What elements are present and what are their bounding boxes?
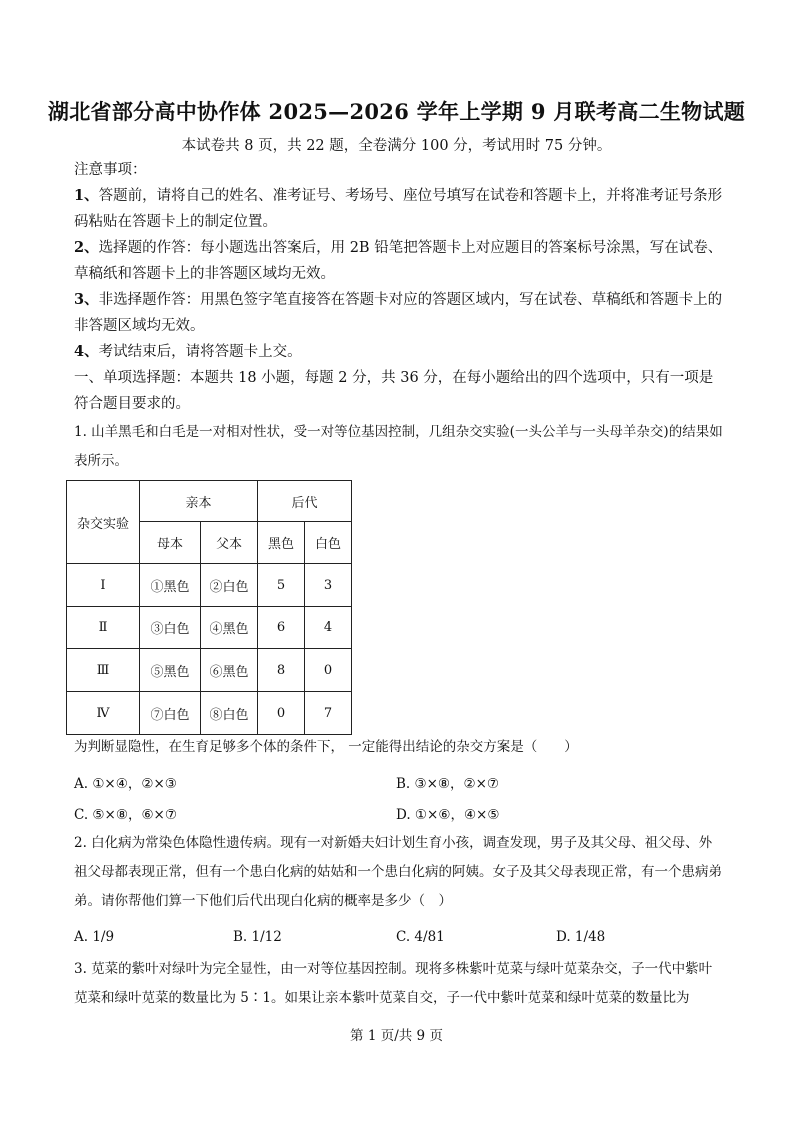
- cell-father: ②白色: [201, 564, 258, 607]
- question-1-prompt: 为判断显隐性，在生育足够多个体的条件下， 一定能得出结论的杂交方案是（ ）: [74, 739, 578, 755]
- notice-item-number: 3、: [74, 291, 99, 308]
- notice-item-3: [74, 287, 724, 339]
- notice-heading: 注意事项：: [74, 162, 147, 178]
- notice-item-text: 非选择题作答：用黑色签字笔直接答在答题卡对应的答题区域内，写在试卷、草稿纸和答题卡上的非答题区域均无效。: [74, 292, 723, 334]
- cell-mother: ⑤黑色: [140, 649, 201, 692]
- cell-white: 0: [305, 649, 352, 692]
- table-row: [67, 692, 352, 735]
- notice-item-number: 1、: [74, 187, 99, 204]
- notice-item-1: [74, 183, 724, 235]
- q1-option-d: D. ①×⑥，④×⑤: [396, 807, 500, 823]
- cell-black: 0: [258, 692, 305, 735]
- q1-option-a: A. ①×④，②×③: [74, 776, 177, 792]
- header-white: 白色: [305, 522, 352, 564]
- table-row: [67, 649, 352, 692]
- page-footer: 第 1 页/共 9 页: [350, 1028, 443, 1044]
- cross-experiment-table: [66, 480, 352, 735]
- table-row: [67, 607, 352, 649]
- q2-option-c: C. 4/81: [396, 929, 445, 945]
- q1-option-c: C. ⑤×⑧，⑥×⑦: [74, 807, 177, 823]
- notice-item-text: 答题前，请将自己的姓名、准考证号、考场号、座位号填写在试卷和答题卡上，并将准考证号条形码粘贴在答题卡上的制定位置。: [74, 188, 723, 230]
- header-mother: 母本: [140, 522, 201, 564]
- notice-item-number: 4、: [74, 343, 99, 360]
- cell-father: ④黑色: [201, 607, 258, 649]
- header-father: 父本: [201, 522, 258, 564]
- exam-subtitle: 本试卷共 8 页，共 22 题，全卷满分 100 分，考试用时 75 分钟。: [181, 138, 612, 154]
- header-cross: 杂交实验: [67, 481, 140, 564]
- table-row: [67, 564, 352, 607]
- notice-item-2: [74, 235, 724, 287]
- q1-option-b: B. ③×⑧，②×⑦: [396, 776, 500, 792]
- cell-white: 7: [305, 692, 352, 735]
- cell-cross-id: Ⅳ: [67, 692, 140, 735]
- q2-option-a: A. 1/9: [74, 929, 115, 945]
- notice-item-number: 2、: [74, 239, 99, 256]
- cell-black: 6: [258, 607, 305, 649]
- exam-title: 湖北省部分高中协作体 2025—2026 学年上学期 9 月联考高二生物试题: [47, 99, 746, 124]
- cell-white: 4: [305, 607, 352, 649]
- cell-father: ⑥黑色: [201, 649, 258, 692]
- question-3-stem: 3. 苋菜的紫叶对绿叶为完全显性，由一对等位基因控制。现将多株紫叶苋菜与绿叶苋菜杂交，子一代中紫叶苋菜和绿叶苋菜的数量比为 5∶1。如果让亲本紫叶苋菜自交，子一代中紫叶苋菜和绿叶苋菜的数量比为: [74, 961, 713, 1006]
- header-offspring: 后代: [258, 481, 352, 522]
- question-1-stem: 1. 山羊黑毛和白毛是一对相对性状，受一对等位基因控制，几组杂交实验(一头公羊与一头母羊杂交)的结果如表所示。: [74, 424, 723, 469]
- cell-black: 8: [258, 649, 305, 692]
- cell-mother: ⑦白色: [140, 692, 201, 735]
- cell-father: ⑧白色: [201, 692, 258, 735]
- cell-black: 5: [258, 564, 305, 607]
- cell-mother: ③白色: [140, 607, 201, 649]
- notice-item-text: 考试结束后，请将答题卡上交。: [98, 344, 302, 360]
- q2-option-d: D. 1/48: [556, 929, 606, 945]
- cell-cross-id: Ⅱ: [67, 607, 140, 649]
- cell-cross-id: Ⅰ: [67, 564, 140, 607]
- cell-cross-id: Ⅲ: [67, 649, 140, 692]
- notice-item-4: [74, 339, 724, 365]
- cell-mother: ①黑色: [140, 564, 201, 607]
- header-black: 黑色: [258, 522, 305, 564]
- q2-option-b: B. 1/12: [233, 929, 282, 945]
- section-heading: 一、单项选择题：本题共 18 小题，每题 2 分，共 36 分，在每小题给出的四个选项中，只有一项是符合题目要求的。: [74, 370, 714, 412]
- notice-item-text: 选择题的作答：每小题选出答案后，用 2B 铅笔把答题卡上对应题目的答案标号涂黑，写在试卷、草稿纸和答题卡上的非答题区域均无效。: [74, 240, 723, 282]
- header-parents: 亲本: [140, 481, 258, 522]
- question-2-stem: 2. 白化病为常染色体隐性遗传病。现有一对新婚夫妇计划生育小孩，调查发现，男子及其父母、祖父母、外祖父母都表现正常，但有一个患白化病的姑姑和一个患白化病的阿姨。女子及其父母表现正常，有一个患病弟弟。请你帮他们算一下他们后代出现白化病的概率是多少（ ）: [74, 835, 722, 909]
- cell-white: 3: [305, 564, 352, 607]
